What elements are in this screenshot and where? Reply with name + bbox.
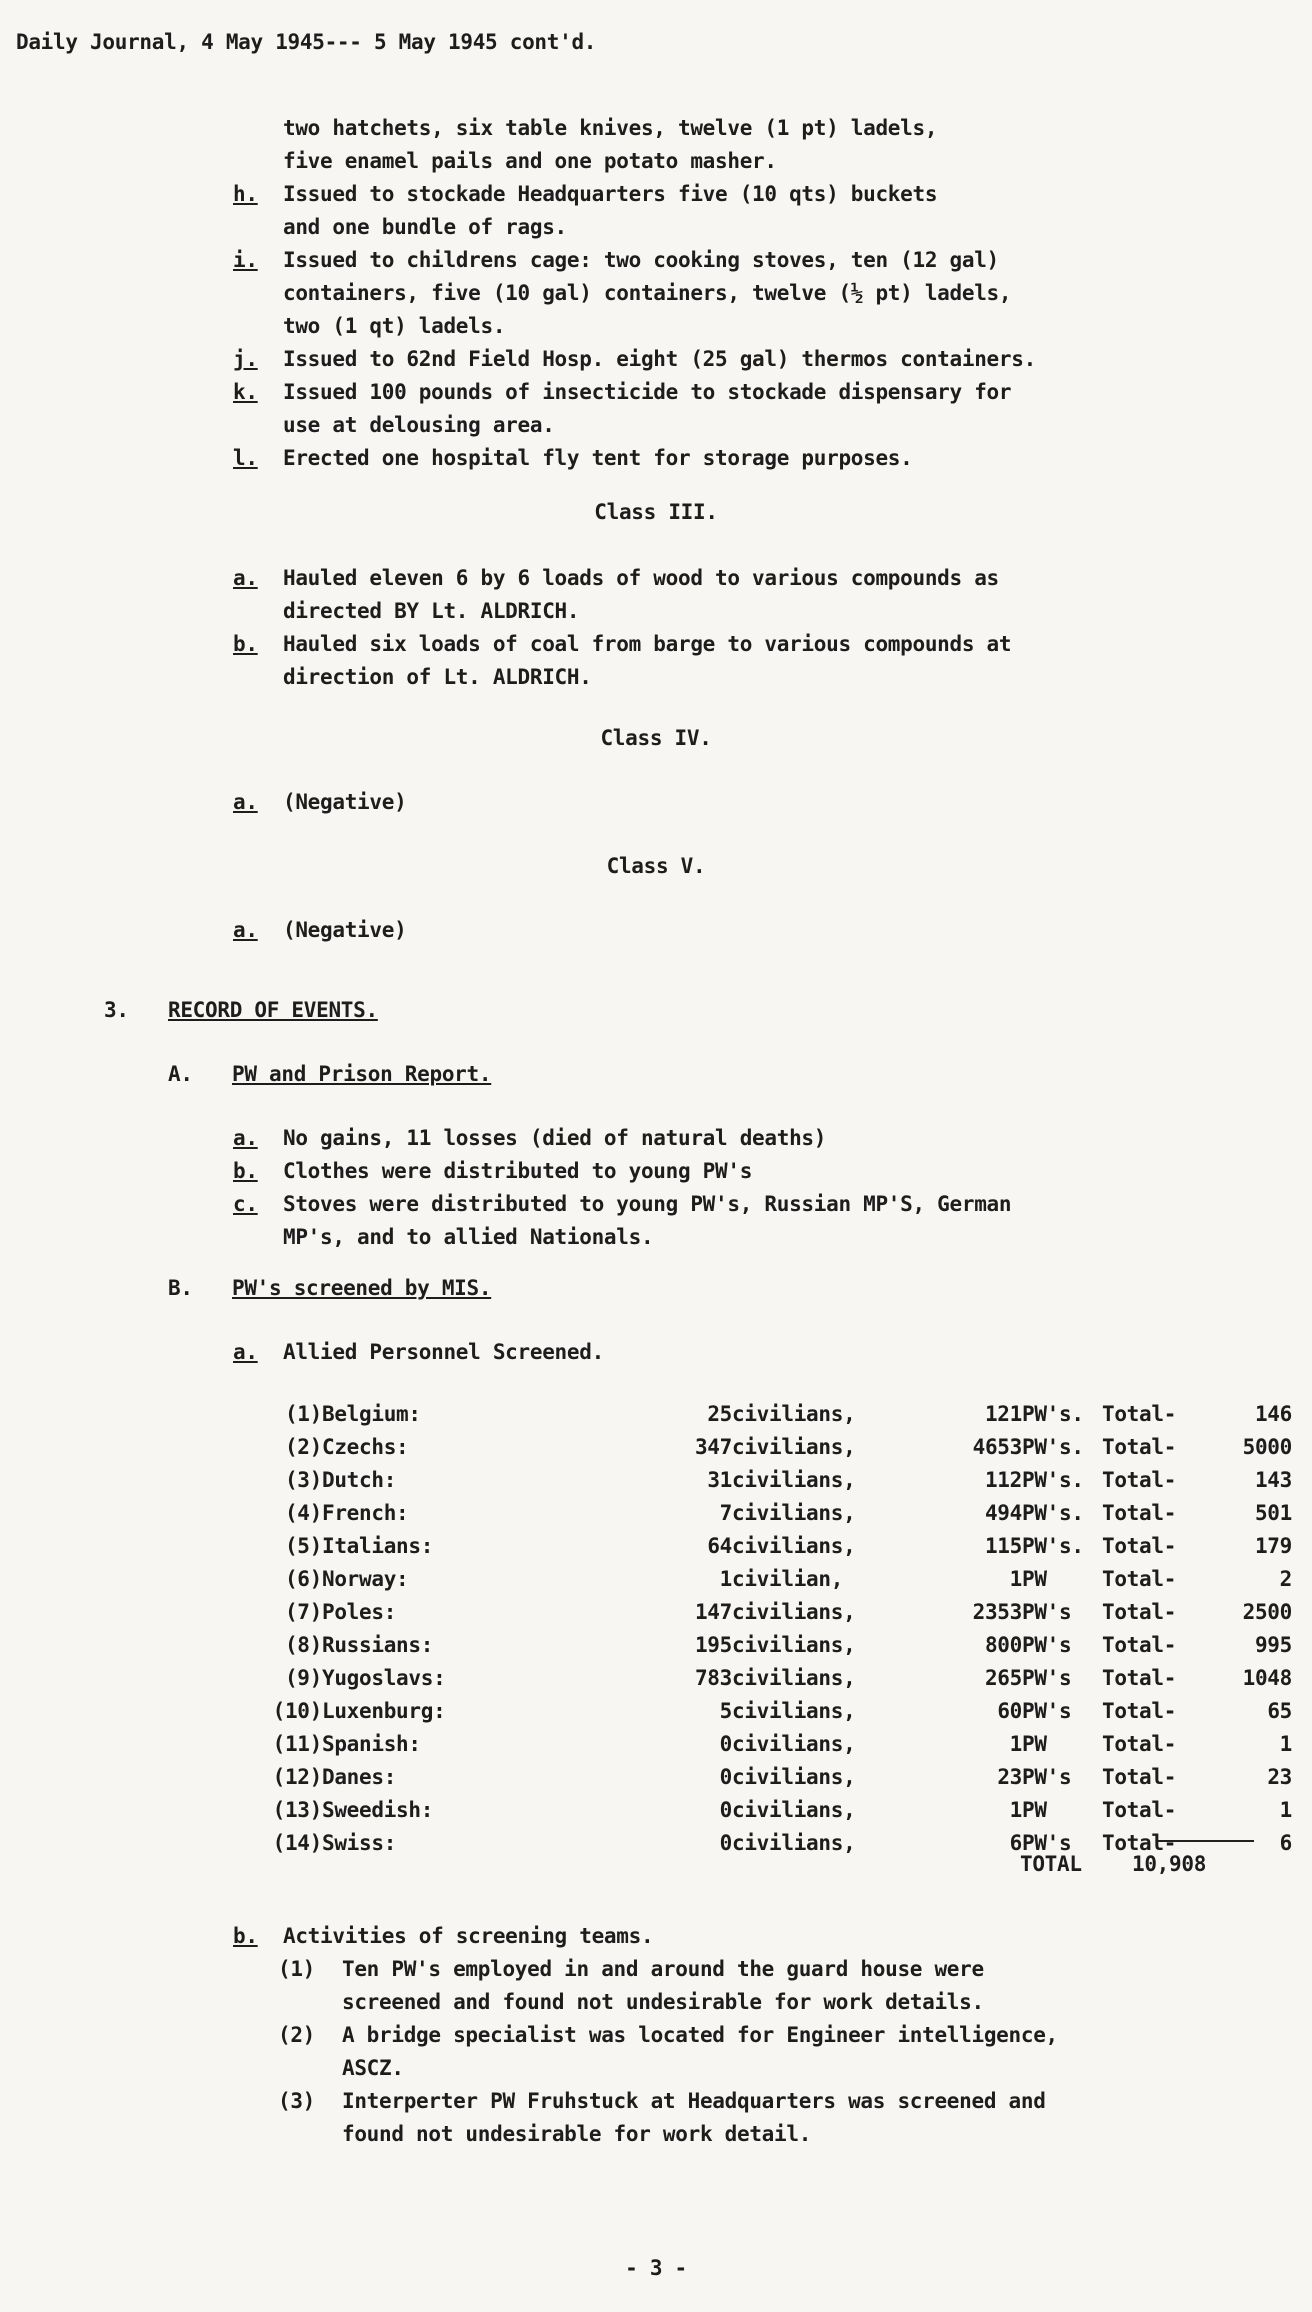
total-label: Total- xyxy=(1102,1699,1177,1723)
total-label: Total- xyxy=(1102,1567,1177,1591)
text-line xyxy=(233,1188,1011,1221)
text-line xyxy=(342,2052,404,2085)
pw-label: PW's xyxy=(1022,1666,1072,1690)
civilian-count: 0 xyxy=(719,1798,732,1822)
table-row xyxy=(262,1794,1292,1827)
civilian-count: 195 xyxy=(694,1633,732,1657)
table-row xyxy=(262,1662,1292,1695)
text-line xyxy=(283,1221,653,1254)
total-label: Total- xyxy=(1102,1798,1177,1822)
table-row xyxy=(262,1530,1292,1563)
pw-label: PW's xyxy=(1022,1765,1072,1789)
line-text: two (1 qt) ladels. xyxy=(283,314,506,338)
section-title: RECORD OF EVENTS. xyxy=(168,998,378,1022)
item-marker: a. xyxy=(233,1126,258,1150)
text-line xyxy=(283,661,592,694)
country-name: Spanish: xyxy=(322,1732,421,1756)
item-letter: a. xyxy=(233,918,258,942)
row-total: 5000 xyxy=(1242,1435,1292,1459)
line-text: containers, five (10 gal) containers, twelve (½ pt) ladels, xyxy=(283,281,1012,305)
row-number: (2) xyxy=(284,1435,322,1459)
record-of-events-heading xyxy=(104,994,378,1027)
text-line xyxy=(233,442,913,475)
text-line xyxy=(283,595,579,628)
civilian-label: civilians, xyxy=(732,1732,856,1756)
civilian-count: 7 xyxy=(719,1501,732,1525)
pw-count: 265 xyxy=(984,1666,1022,1690)
civilian-label: civilians, xyxy=(732,1468,856,1492)
civilian-count: 25 xyxy=(707,1402,732,1426)
civilian-count: 5 xyxy=(719,1699,732,1723)
pw-count: 800 xyxy=(984,1633,1022,1657)
total-rule xyxy=(1158,1840,1254,1842)
line-text: directed BY Lt. ALDRICH. xyxy=(283,599,580,623)
civilian-label: civilians, xyxy=(732,1600,856,1624)
civilian-label: civilians, xyxy=(732,1765,856,1789)
row-total: 2 xyxy=(1279,1567,1292,1591)
row-total: 1 xyxy=(1279,1732,1292,1756)
item-text: Activities of screening teams. xyxy=(283,1924,654,1948)
class-iii-title: Class III. xyxy=(594,500,718,524)
civilian-label: civilian, xyxy=(732,1567,844,1591)
line-text: Clothes were distributed to young PW's xyxy=(283,1159,753,1183)
row-total: 1 xyxy=(1279,1798,1292,1822)
pw-prison-report-heading xyxy=(168,1058,491,1091)
table-row xyxy=(262,1431,1292,1464)
civilian-count: 64 xyxy=(707,1534,732,1558)
line-text: ASCZ. xyxy=(342,2056,404,2080)
text-line xyxy=(233,1122,826,1155)
line-text: Erected one hospital fly tent for storage purposes. xyxy=(283,446,913,470)
screening-table xyxy=(262,1398,1292,1860)
total-label: Total- xyxy=(1102,1600,1177,1624)
line-text: screened and found not undesirable for work details. xyxy=(342,1990,984,2014)
line-text: two hatchets, six table knives, twelve (1 pt) ladels, xyxy=(283,116,938,140)
total-label: Total- xyxy=(1102,1732,1177,1756)
line-text: Ten PW's employed in and around the guard house were xyxy=(342,1957,984,1981)
pw-count: 23 xyxy=(997,1765,1022,1789)
activities-heading xyxy=(233,1920,653,1953)
line-text: No gains, 11 losses (died of natural deaths) xyxy=(283,1126,827,1150)
text-line xyxy=(233,562,999,595)
pw-count: 6 xyxy=(1009,1831,1022,1855)
item-text: Allied Personnel Screened. xyxy=(283,1340,604,1364)
row-number: (5) xyxy=(284,1534,322,1558)
pw-label: PW's xyxy=(1022,1633,1072,1657)
pw-count: 2353 xyxy=(972,1600,1022,1624)
country-name: Belgium: xyxy=(322,1402,421,1426)
civilian-count: 31 xyxy=(707,1468,732,1492)
grand-total xyxy=(1020,1848,1206,1881)
page-number: - 3 - xyxy=(625,2256,687,2280)
pw-label: PW's. xyxy=(1022,1402,1084,1426)
class-iv-item xyxy=(233,786,406,819)
row-total: 65 xyxy=(1267,1699,1292,1723)
pw-label: PW's. xyxy=(1022,1501,1084,1525)
subsection-letter: B. xyxy=(168,1276,193,1300)
line-text: Issued to stockade Headquarters five (10 qts) buckets xyxy=(283,182,938,206)
item-marker: c. xyxy=(233,1192,258,1216)
text-line xyxy=(233,628,1011,661)
country-name: Yugoslavs: xyxy=(322,1666,446,1690)
item-marker: i. xyxy=(233,248,258,272)
pw-count: 1 xyxy=(1009,1798,1022,1822)
text-line xyxy=(233,244,999,277)
row-number: (10) xyxy=(272,1699,322,1723)
civilian-count: 0 xyxy=(719,1831,732,1855)
item-marker: b. xyxy=(233,632,258,656)
total-label: Total- xyxy=(1102,1501,1177,1525)
text-line xyxy=(233,1155,752,1188)
total-label: Total- xyxy=(1102,1831,1177,1855)
section-number: 3. xyxy=(104,998,129,1022)
grand-total-value: 10,908 xyxy=(1132,1852,1207,1876)
item-marker: a. xyxy=(233,566,258,590)
item-text: (Negative) xyxy=(283,790,407,814)
row-number: (14) xyxy=(272,1831,322,1855)
pw-label: PW's xyxy=(1022,1699,1072,1723)
pw-count: 1 xyxy=(1009,1567,1022,1591)
table-row xyxy=(262,1629,1292,1662)
total-label: Total- xyxy=(1102,1534,1177,1558)
class-iv-title: Class IV. xyxy=(600,726,712,750)
line-text: and one bundle of rags. xyxy=(283,215,567,239)
country-name: Danes: xyxy=(322,1765,397,1789)
row-number: (11) xyxy=(272,1732,322,1756)
civilian-label: civilians, xyxy=(732,1633,856,1657)
item-letter: a. xyxy=(233,1340,258,1364)
pw-count: 112 xyxy=(984,1468,1022,1492)
pw-screened-heading xyxy=(168,1272,491,1305)
text-line xyxy=(283,112,937,145)
civilian-label: civilians, xyxy=(732,1501,856,1525)
text-line xyxy=(283,310,505,343)
civilian-label: civilians, xyxy=(732,1435,856,1459)
row-total: 23 xyxy=(1267,1765,1292,1789)
line-text: A bridge specialist was located for Engineer intelligence, xyxy=(342,2023,1058,2047)
text-line xyxy=(283,277,1011,310)
row-number: (8) xyxy=(284,1633,322,1657)
item-marker: (2) xyxy=(278,2023,316,2047)
text-line xyxy=(233,178,937,211)
text-line xyxy=(342,1986,984,2019)
row-total: 501 xyxy=(1254,1501,1292,1525)
civilian-count: 147 xyxy=(694,1600,732,1624)
civilian-label: civilians, xyxy=(732,1699,856,1723)
country-name: Russians: xyxy=(322,1633,434,1657)
pw-label: PW's xyxy=(1022,1831,1072,1855)
total-label: Total- xyxy=(1102,1468,1177,1492)
line-text: five enamel pails and one potato masher. xyxy=(283,149,777,173)
line-text: Issued 100 pounds of insecticide to stockade dispensary for xyxy=(283,380,1012,404)
country-name: Poles: xyxy=(322,1600,397,1624)
row-total: 6 xyxy=(1279,1831,1292,1855)
total-label: Total- xyxy=(1102,1666,1177,1690)
pw-count: 1 xyxy=(1009,1732,1022,1756)
row-total: 995 xyxy=(1254,1633,1292,1657)
table-row xyxy=(262,1728,1292,1761)
item-letter: a. xyxy=(233,790,258,814)
pw-label: PW's xyxy=(1022,1600,1072,1624)
item-text: (Negative) xyxy=(283,918,407,942)
journal-header: Daily Journal, 4 May 1945--- 5 May 1945 cont'd. xyxy=(16,30,597,54)
line-text: Interperter PW Fruhstuck at Headquarters was screened and xyxy=(342,2089,1046,2113)
row-number: (12) xyxy=(272,1765,322,1789)
text-line xyxy=(278,2085,1046,2118)
country-name: Norway: xyxy=(322,1567,409,1591)
pw-label: PW xyxy=(1022,1567,1047,1591)
allied-personnel-heading xyxy=(233,1336,604,1369)
line-text: use at delousing area. xyxy=(283,413,555,437)
item-marker: k. xyxy=(233,380,258,404)
subsection-title: PW's screened by MIS. xyxy=(232,1276,492,1300)
row-number: (1) xyxy=(284,1402,322,1426)
text-line xyxy=(233,376,1011,409)
line-text: Issued to childrens cage: two cooking stoves, ten (12 gal) xyxy=(283,248,999,272)
civilian-label: civilians, xyxy=(732,1798,856,1822)
item-marker: (3) xyxy=(278,2089,316,2113)
civilian-count: 1 xyxy=(719,1567,732,1591)
pw-label: PW xyxy=(1022,1732,1047,1756)
civilian-label: civilians, xyxy=(732,1666,856,1690)
class-v-title: Class V. xyxy=(606,854,706,878)
row-number: (6) xyxy=(284,1567,322,1591)
row-number: (3) xyxy=(284,1468,322,1492)
subsection-letter: A. xyxy=(168,1062,193,1086)
row-total: 2500 xyxy=(1242,1600,1292,1624)
country-name: Italians: xyxy=(322,1534,434,1558)
row-total: 1048 xyxy=(1242,1666,1292,1690)
row-total: 143 xyxy=(1254,1468,1292,1492)
table-row xyxy=(262,1761,1292,1794)
table-row xyxy=(262,1464,1292,1497)
pw-count: 121 xyxy=(984,1402,1022,1426)
pw-count: 60 xyxy=(997,1699,1022,1723)
line-text: Hauled six loads of coal from barge to various compounds at xyxy=(283,632,1012,656)
text-line xyxy=(233,343,1036,376)
civilian-count: 347 xyxy=(694,1435,732,1459)
text-line xyxy=(278,2019,1058,2052)
country-name: Czechs: xyxy=(322,1435,409,1459)
civilian-label: civilians, xyxy=(732,1402,856,1426)
line-text: found not undesirable for work detail. xyxy=(342,2122,812,2146)
item-marker: l. xyxy=(233,446,258,470)
item-marker: h. xyxy=(233,182,258,206)
pw-label: PW's. xyxy=(1022,1435,1084,1459)
total-label: Total- xyxy=(1102,1633,1177,1657)
item-marker: (1) xyxy=(278,1957,316,1981)
civilian-count: 0 xyxy=(719,1765,732,1789)
civilian-label: civilians, xyxy=(732,1534,856,1558)
table-row xyxy=(262,1398,1292,1431)
pw-label: PW's. xyxy=(1022,1534,1084,1558)
row-number: (13) xyxy=(272,1798,322,1822)
civilian-label: civilians, xyxy=(732,1831,856,1855)
line-text: Hauled eleven 6 by 6 loads of wood to various compounds as xyxy=(283,566,999,590)
item-letter: b. xyxy=(233,1924,258,1948)
class-v-item xyxy=(233,914,406,947)
line-text: Stoves were distributed to young PW's, Russian MP'S, German xyxy=(283,1192,1012,1216)
row-total: 179 xyxy=(1254,1534,1292,1558)
country-name: Swiss: xyxy=(322,1831,397,1855)
total-label: Total- xyxy=(1102,1765,1177,1789)
subsection-title: PW and Prison Report. xyxy=(232,1062,492,1086)
text-line xyxy=(283,145,777,178)
pw-label: PW's. xyxy=(1022,1468,1084,1492)
table-row xyxy=(262,1596,1292,1629)
text-line xyxy=(342,2118,811,2151)
line-text: Issued to 62nd Field Hosp. eight (25 gal) thermos containers. xyxy=(283,347,1036,371)
pw-count: 494 xyxy=(984,1501,1022,1525)
item-marker: j. xyxy=(233,347,258,371)
total-label: Total- xyxy=(1102,1402,1177,1426)
row-number: (4) xyxy=(284,1501,322,1525)
line-text: direction of Lt. ALDRICH. xyxy=(283,665,592,689)
text-line xyxy=(283,409,555,442)
country-name: Sweedish: xyxy=(322,1798,434,1822)
text-line xyxy=(283,211,567,244)
line-text: MP's, and to allied Nationals. xyxy=(283,1225,654,1249)
total-label: Total- xyxy=(1102,1435,1177,1459)
table-row xyxy=(262,1563,1292,1596)
civilian-count: 0 xyxy=(719,1732,732,1756)
civilian-count: 783 xyxy=(694,1666,732,1690)
country-name: Luxenburg: xyxy=(322,1699,446,1723)
text-line xyxy=(278,1953,984,1986)
pw-count: 115 xyxy=(984,1534,1022,1558)
table-row xyxy=(262,1497,1292,1530)
table-row xyxy=(262,1695,1292,1728)
row-total: 146 xyxy=(1254,1402,1292,1426)
row-number: (7) xyxy=(284,1600,322,1624)
country-name: Dutch: xyxy=(322,1468,397,1492)
grand-total-label: TOTAL xyxy=(1020,1852,1082,1876)
item-marker: b. xyxy=(233,1159,258,1183)
pw-count: 4653 xyxy=(972,1435,1022,1459)
pw-label: PW xyxy=(1022,1798,1047,1822)
row-number: (9) xyxy=(284,1666,322,1690)
country-name: French: xyxy=(322,1501,409,1525)
